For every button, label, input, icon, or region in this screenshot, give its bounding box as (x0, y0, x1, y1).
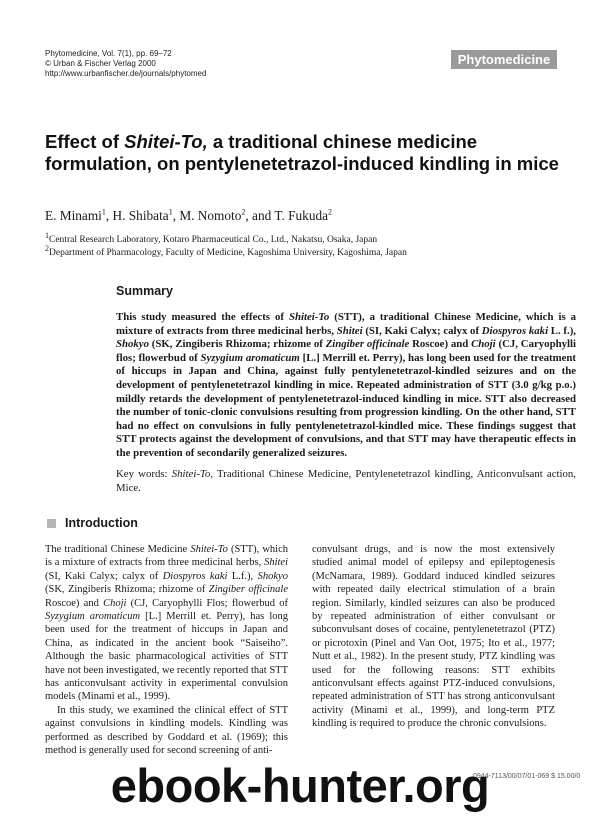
author-name: E. Minami (45, 208, 102, 223)
author-affil-ref: 2 (241, 207, 246, 217)
journal-url: http://www.urbanfischer.de/journals/phytomed (45, 69, 207, 78)
copyright-line: © Urban & Fischer Verlag 2000 (45, 59, 156, 68)
affiliations (45, 230, 407, 260)
section-marker (47, 519, 56, 528)
affiliation-2 (45, 243, 407, 260)
journal-citation: Phytomedicine, Vol. 7(1), pp. 69–72 (45, 49, 172, 58)
journal-info (45, 49, 206, 79)
summary-heading: Summary (116, 284, 173, 298)
affil-marker: 1 (45, 230, 49, 240)
author-name: , M. Nomoto (172, 208, 242, 223)
journal-badge: Phytomedicine (451, 50, 557, 69)
keywords-label: Key words: (116, 468, 172, 480)
author-name: , H. Shibata (105, 208, 169, 223)
intro-paragraph-1: The traditional Chinese Medicine Shitei-To (STT), which is a mixture of extracts from three medicinal herbs, Shitei (SI, Kaki Calyx; calyx of Diospyros kaki L.f.), Shokyo (SK, Zingiberis Rhizoma; rhizome of Zingiber officinale Roscoe) and Choji (CJ, Caryophylli Flos; flowerbud of Syzygium aromaticum [L.] Merrill et. Perry), has long been used for the treatment of hiccups in Japan and China, as indicated in the ancient book “Saiseiho”. Although the basic pharmacological activities of STT have not been investigated, we recently reported that STT has anticonvulsant activity in experimental convulsion models (Minami et al., 1999). (45, 544, 289, 703)
abstract-text: This study measured the effects of Shitei-To (STT), a traditional Chinese Medicine, which is a mixture of extracts from three medicinal herbs, Shitei (SI, Kaki Calyx; calyx of Diospyros kaki L. f.), Shokyo (SK, Zingiberis Rhizoma; rhizome of Zingiber officinale Roscoe) and Choji (CJ, Caryophylli flos; flowerbud of Syzygium aromaticum [L.] Merrill et. Perry), has long been used for the treatment of hiccups in Japan and China, against fully pentylenetetrazol-kindled seizures and on the development of pentylenetetrazol kindling in mice. Repeated administration of STT (3.0 g/kg p.o.) mildly retards the development of pentylenetetrazol-induced kindling in mice. STT also decreased the number of tonic-clonic convulsions resulting from progression kindling. On the other hand, STT had no effect on convulsions in fully pentylenetetrazol-kindled mice. These findings suggest that STT protects against the development of convulsions, and that STT may have therapeutic effects in the prevention of secondarily generalized seizures. (116, 311, 577, 459)
affil-text: Central Research Laboratory, Kotaro Pharmaceutical Co., Ltd., Nakatsu, Osaka, Japan (49, 235, 378, 245)
affiliation-1 (45, 230, 407, 247)
author-affil-ref: 2 (328, 207, 333, 217)
author-name: , and T. Fukuda (245, 208, 329, 223)
title-text-rest: a traditional chinese medicine formulation, on pentylenetetrazol-induced kindling in mice (45, 131, 559, 174)
keyword-list: Traditional Chinese Medicine, Pentylenetetrazol kindling, Anticonvulsant action, Mice. (116, 468, 576, 494)
author-affil-ref: 1 (168, 207, 173, 217)
intro-paragraph-2: In this study, we examined the clinical effect of STT against convulsions in kindling models. Kindling was performed as described by Goddard et al. (1969); this method is generally used for second screening of anti- (45, 704, 288, 757)
intro-paragraph-continued: convulsant drugs, and is now the most extensively studied animal model of epilepsy and epileptogenesis (McNamara, 1989). Goddard induced kindled seizures with repeated daily electrical stimulation of a brain region. Similarly, kindled seizures can also be produced by repeated administration of either convulsant or subconvulsant doses of cocaine, pentylenetetrazol (PTZ) or picrotoxin (Pinel and Van Oot, 1975; Ito et al., 1977; Nutt et al., 1982). In the present study, PTZ kindling was used for the following reasons: STT exhibits anticonvulsant effects against PTZ-induced convulsions, repeated administration of STT has strong anticonvulsant activity (Minami et al., 1999), and long-term PTZ kindling is required to produce the chronic convulsions. (312, 544, 555, 730)
author-list (45, 208, 332, 224)
keywords (116, 468, 576, 495)
keyword-italic: Shitei-To, (171, 468, 214, 480)
watermark-text: ebook-hunter.org (110, 759, 490, 812)
article-title (45, 131, 565, 175)
affil-text: Department of Pharmacology, Faculty of Medicine, Kagoshima University, Kagoshima, Japan (49, 248, 407, 258)
article-code: 0944-7113/00/07/01-069 $ 15.00/0 (473, 773, 581, 780)
introduction-heading: Introduction (65, 516, 138, 530)
title-text: Effect of (45, 131, 125, 152)
author-affil-ref: 1 (101, 207, 106, 217)
title-italic: Shitei-To, (124, 131, 208, 152)
intro-left-column (45, 543, 288, 758)
affil-marker: 2 (45, 243, 49, 253)
intro-right-column (312, 543, 555, 731)
